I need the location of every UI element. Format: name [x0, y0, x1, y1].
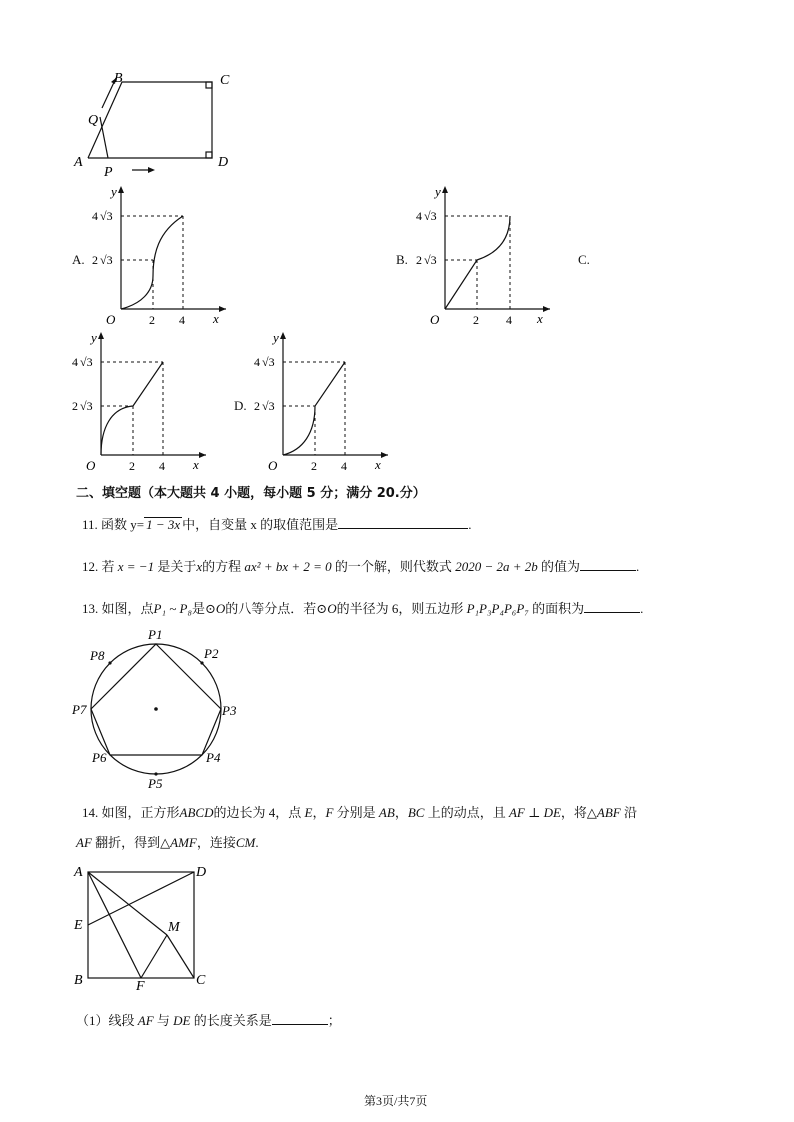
xtick-2: 2	[473, 313, 479, 327]
q14-l1b: 的边长为 4，点	[213, 805, 302, 820]
q13-range: P₁ ~ P₈	[153, 601, 192, 616]
q13-t5: 的面积为	[532, 601, 585, 616]
q13-number: 13.	[82, 601, 99, 616]
xtick-4: 4	[179, 313, 185, 327]
origin-label: O	[430, 312, 440, 327]
label-A: A	[74, 155, 83, 170]
axis-y-label: y	[111, 184, 117, 199]
q14-perp: AF ⊥ DE	[508, 805, 561, 820]
q14-l1a: 如图，正方形	[101, 805, 180, 820]
q13-circle: ⊙O	[205, 601, 226, 616]
label-B: B	[74, 973, 83, 988]
question-12	[82, 556, 639, 575]
option-d-label[interactable]: D.	[234, 398, 247, 413]
ytick-2: 2	[92, 253, 98, 267]
q12-t2: 是关于	[157, 559, 197, 574]
option-c-label[interactable]: C.	[578, 252, 590, 267]
q14-ab: AB	[378, 805, 395, 820]
q13-t1: 如图，点	[101, 601, 154, 616]
label-C: C	[220, 73, 230, 88]
graph-c[interactable]	[66, 328, 216, 478]
origin-label: O	[86, 458, 96, 473]
ytick-4: 4	[92, 209, 98, 223]
axis-x-label: x	[213, 311, 219, 326]
q11-pre: 函数 y=	[101, 517, 145, 532]
ytick-sqrt3b: √3	[80, 399, 93, 413]
label-E: E	[74, 918, 83, 933]
q12-var: x	[196, 559, 203, 574]
q11-number: 11.	[82, 517, 98, 532]
q14-number: 14.	[82, 805, 99, 820]
q14-e: E	[304, 805, 313, 820]
xtick-4: 4	[506, 313, 512, 327]
q14-l1e: ，将	[560, 805, 587, 820]
xtick-2: 2	[149, 313, 155, 327]
ytick-sqrt3b: √3	[100, 253, 113, 267]
q13-t4: 的半径为 6，则五边形	[336, 601, 464, 616]
trapezoid-figure	[60, 68, 240, 178]
q14-1-af: AF	[137, 1013, 154, 1028]
q12-end: .	[636, 559, 640, 574]
q14-af: AF	[76, 835, 92, 850]
q14-amf: △AMF	[160, 835, 197, 850]
label-Q: Q	[88, 113, 99, 128]
q14-triangle: △ABF	[586, 805, 621, 820]
label-A: A	[74, 865, 83, 880]
label-P6: P6	[92, 750, 107, 765]
q14-1-end: ；	[327, 1013, 341, 1028]
axis-x-label: x	[537, 311, 543, 326]
question-14-line2	[76, 832, 259, 851]
axis-x-label: x	[193, 457, 199, 472]
question-11	[82, 514, 471, 533]
label-P2: P2	[204, 646, 219, 661]
q12-t1: 若	[101, 559, 115, 574]
q13-t2: 是	[191, 601, 205, 616]
graph-a[interactable]	[86, 182, 236, 332]
q12-equation: ax² + bx + 2 = 0	[244, 559, 332, 574]
label-D: D	[218, 155, 229, 170]
origin-label: O	[106, 312, 116, 327]
q14-1-answer-blank[interactable]	[272, 1012, 328, 1025]
q14-1-de: DE	[173, 1013, 191, 1028]
label-P8: P8	[90, 648, 105, 663]
q14-f: F	[325, 805, 334, 820]
axis-y-label: y	[273, 330, 279, 345]
q12-t4: 的一个解，则代数式	[334, 559, 452, 574]
xtick-4: 4	[341, 459, 347, 473]
q14-1-mid: 与	[156, 1013, 170, 1028]
question-14-line1	[82, 802, 637, 821]
origin-label: O	[268, 458, 278, 473]
label-P4: P4	[206, 750, 221, 765]
section-title: 二、填空题（本大题共 4 小题，每小题 5 分；满分 20.分）	[76, 486, 426, 501]
xtick-2: 2	[311, 459, 317, 473]
ytick-2: 2	[254, 399, 260, 413]
q13-t3: 的八等分点．若	[225, 601, 317, 616]
label-D: D	[196, 865, 207, 880]
label-P3: P3	[222, 703, 237, 718]
label-B: B	[114, 71, 123, 86]
q12-expr1: x = −1	[117, 559, 155, 574]
q11-post: 中，自变量 x 的取值范围是	[182, 517, 339, 532]
q12-t5: 的值为	[540, 559, 580, 574]
question-14-part1	[76, 1010, 341, 1029]
q14-l2a: 翻折，得到	[95, 835, 161, 850]
ytick-sqrt3: √3	[100, 209, 113, 223]
graph-d[interactable]	[248, 328, 398, 478]
q11-end: .	[468, 517, 472, 532]
q13-circle2: ⊙O	[316, 601, 337, 616]
q12-answer-blank[interactable]	[580, 558, 636, 571]
ytick-2: 2	[416, 253, 422, 267]
ytick-sqrt3: √3	[262, 355, 275, 369]
option-b-label[interactable]: B.	[396, 252, 408, 267]
q14-l2c: .	[255, 835, 259, 850]
ytick-sqrt3b: √3	[262, 399, 275, 413]
ytick-4: 4	[254, 355, 260, 369]
xtick-4: 4	[159, 459, 165, 473]
ytick-sqrt3b: √3	[424, 253, 437, 267]
q14-1-pre: （1）线段	[76, 1013, 135, 1028]
axis-y-label: y	[435, 184, 441, 199]
question-13	[82, 598, 643, 617]
graph-b[interactable]	[410, 182, 560, 332]
ytick-4: 4	[72, 355, 78, 369]
q11-radical: 1 − 3x	[146, 517, 181, 532]
q13-answer-blank[interactable]	[584, 600, 640, 613]
q12-t3: 的方程	[202, 559, 242, 574]
q13-end: .	[640, 601, 644, 616]
ytick-sqrt3: √3	[80, 355, 93, 369]
label-P5: P5	[148, 776, 163, 791]
option-a-label[interactable]: A.	[72, 252, 85, 267]
q12-number: 12.	[82, 559, 99, 574]
label-P7: P7	[72, 702, 87, 717]
page-footer: 第3页/共7页	[364, 1094, 428, 1108]
q14-comma2: ，	[394, 805, 408, 820]
q11-answer-blank[interactable]	[338, 516, 468, 529]
q14-1-post: 的长度关系是	[193, 1013, 272, 1028]
q13-polygon: P₁P₃P₄P₆P₇	[466, 601, 529, 616]
q14-bc: BC	[407, 805, 425, 820]
ytick-2: 2	[72, 399, 78, 413]
q14-l1d: 上的动点，且	[427, 805, 506, 820]
label-F: F	[136, 979, 145, 992]
label-P: P	[104, 165, 113, 178]
q14-square: ABCD	[179, 805, 214, 820]
ytick-4: 4	[416, 209, 422, 223]
axis-y-label: y	[91, 330, 97, 345]
q14-l1f: 沿	[624, 805, 638, 820]
label-M: M	[168, 920, 180, 935]
xtick-2: 2	[129, 459, 135, 473]
ytick-sqrt3: √3	[424, 209, 437, 223]
q14-l2b: ，连接	[196, 835, 236, 850]
label-P1: P1	[148, 627, 163, 642]
label-C: C	[196, 973, 206, 988]
axis-x-label: x	[375, 457, 381, 472]
circle-figure	[70, 622, 250, 792]
q14-l1c: 分别是	[336, 805, 376, 820]
q14-cm: CM	[235, 835, 256, 850]
q12-expr2: 2020 − 2a + 2b	[455, 559, 538, 574]
q14-comma: ，	[312, 805, 326, 820]
square-figure	[70, 860, 220, 992]
